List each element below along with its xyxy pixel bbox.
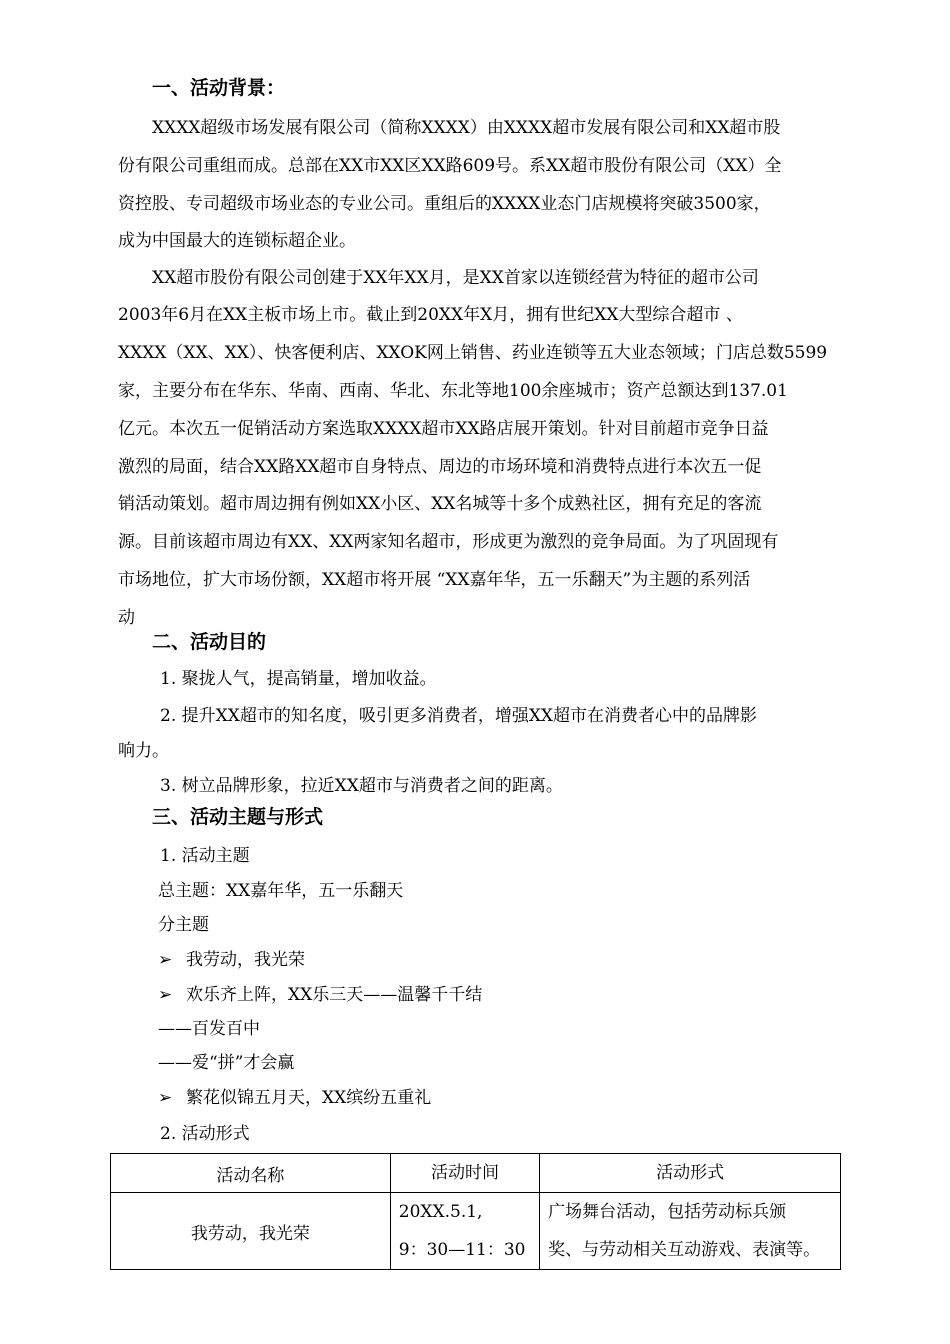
section-heading-purpose: 二、活动目的 — [152, 631, 267, 653]
dash-item: ——爱“拼”才会赢 — [158, 1053, 295, 1073]
arrow-bullet-icon: ➢ — [158, 1088, 173, 1108]
list-item-continuation: 响力。 — [118, 741, 169, 761]
section-heading-background: 一、活动背景： — [152, 77, 286, 99]
column-header-form: 活动形式 — [540, 1154, 841, 1193]
paragraph-line: 2003年6月在XX主板市场上市。截止到20XX年X月，拥有世纪XX大型综合超市 、 — [118, 305, 743, 325]
sub-theme-label: 分主题 — [158, 915, 209, 935]
arrow-bullet-icon: ➢ — [158, 950, 173, 970]
paragraph-line: 动 — [118, 608, 135, 628]
section-heading-theme-form: 三、活动主题与形式 — [152, 806, 324, 828]
paragraph-line: 成为中国最大的连锁标超企业。 — [118, 231, 356, 251]
paragraph-line: 激烈的局面，结合XX路XX超市自身特点、周边的市场环境和消费特点进行本次五一促 — [118, 457, 762, 477]
paragraph-line: 资控股、专司超级市场业态的专业公司。重组后的XXXX业态门店规模将突破3500家， — [118, 194, 771, 214]
bullet-item — [158, 1086, 431, 1110]
list-item: 1. 聚拢人气，提高销量，增加收益。 — [160, 669, 437, 689]
arrow-bullet-icon: ➢ — [158, 985, 173, 1005]
bullet-text: 繁花似锦五月天，XX缤纷五重礼 — [186, 1088, 432, 1108]
cell-activity-form — [540, 1193, 841, 1270]
table-header-row — [111, 1154, 841, 1193]
bullet-item — [158, 948, 305, 972]
bullet-text: 欢乐齐上阵，XX乐三天——温馨千千结 — [186, 985, 483, 1005]
paragraph-line: 家，主要分布在华东、华南、西南、华北、东北等地100余座城市；资产总额达到137.01 — [118, 381, 788, 401]
main-theme: 总主题：XX嘉年华，五一乐翻天 — [158, 881, 404, 901]
time-line: 20XX.5.1, — [398, 1202, 483, 1222]
table-row — [111, 1193, 841, 1270]
subsection-label: 2. 活动形式 — [160, 1124, 250, 1144]
form-line: 奖、与劳动相关互动游戏、表演等。 — [548, 1240, 821, 1260]
subsection-label: 1. 活动主题 — [160, 846, 250, 866]
paragraph-line: XXXX超级市场发展有限公司（简称XXXX）由XXXX超市发展有限公司和XX超市股 — [152, 118, 781, 138]
bullet-item — [158, 983, 482, 1007]
dash-item: ——百发百中 — [158, 1019, 260, 1039]
list-item: 2. 提升XX超市的知名度，吸引更多消费者，增强XX超市在消费者心中的品牌影 — [160, 706, 758, 726]
cell-activity-time — [390, 1193, 539, 1270]
cell-activity-name: 我劳动，我光荣 — [111, 1193, 391, 1270]
paragraph-line: XX超市股份有限公司创建于XX年XX月，是XX首家以连锁经营为特征的超市公司 — [152, 268, 759, 288]
activity-table — [110, 1153, 841, 1270]
paragraph-line: 源。目前该超市周边有XX、XX两家知名超市，形成更为激烈的竞争局面。为了巩固现有 — [118, 532, 779, 552]
paragraph-line: 亿元。本次五一促销活动方案选取XXXX超市XX路店展开策划。针对目前超市竞争日益 — [118, 419, 769, 439]
list-item: 3. 树立品牌形象，拉近XX超市与消费者之间的距离。 — [160, 776, 563, 796]
paragraph-line: 市场地位，扩大市场份额，XX超市将开展 “XX嘉年华，五一乐翻天”为主题的系列活 — [118, 570, 751, 590]
form-line: 广场舞台活动，包括劳动标兵颁 — [548, 1202, 787, 1222]
column-header-time: 活动时间 — [390, 1154, 539, 1193]
paragraph-line: 份有限公司重组而成。总部在XX市XX区XX路609号。系XX超市股份有限公司（XX）全 — [118, 156, 782, 176]
time-line: 9：30—11：30 — [398, 1240, 526, 1260]
paragraph-line: XXXX（XX、XX）、快客便利店、XXOK网上销售、药业连锁等五大业态领域；门店总数5599 — [118, 343, 828, 363]
bullet-text: 我劳动，我光荣 — [186, 950, 305, 970]
column-header-name: 活动名称 — [111, 1154, 391, 1193]
paragraph-line: 销活动策划。超市周边拥有例如XX小区、XX名城等十多个成熟社区，拥有充足的客流 — [118, 494, 762, 514]
